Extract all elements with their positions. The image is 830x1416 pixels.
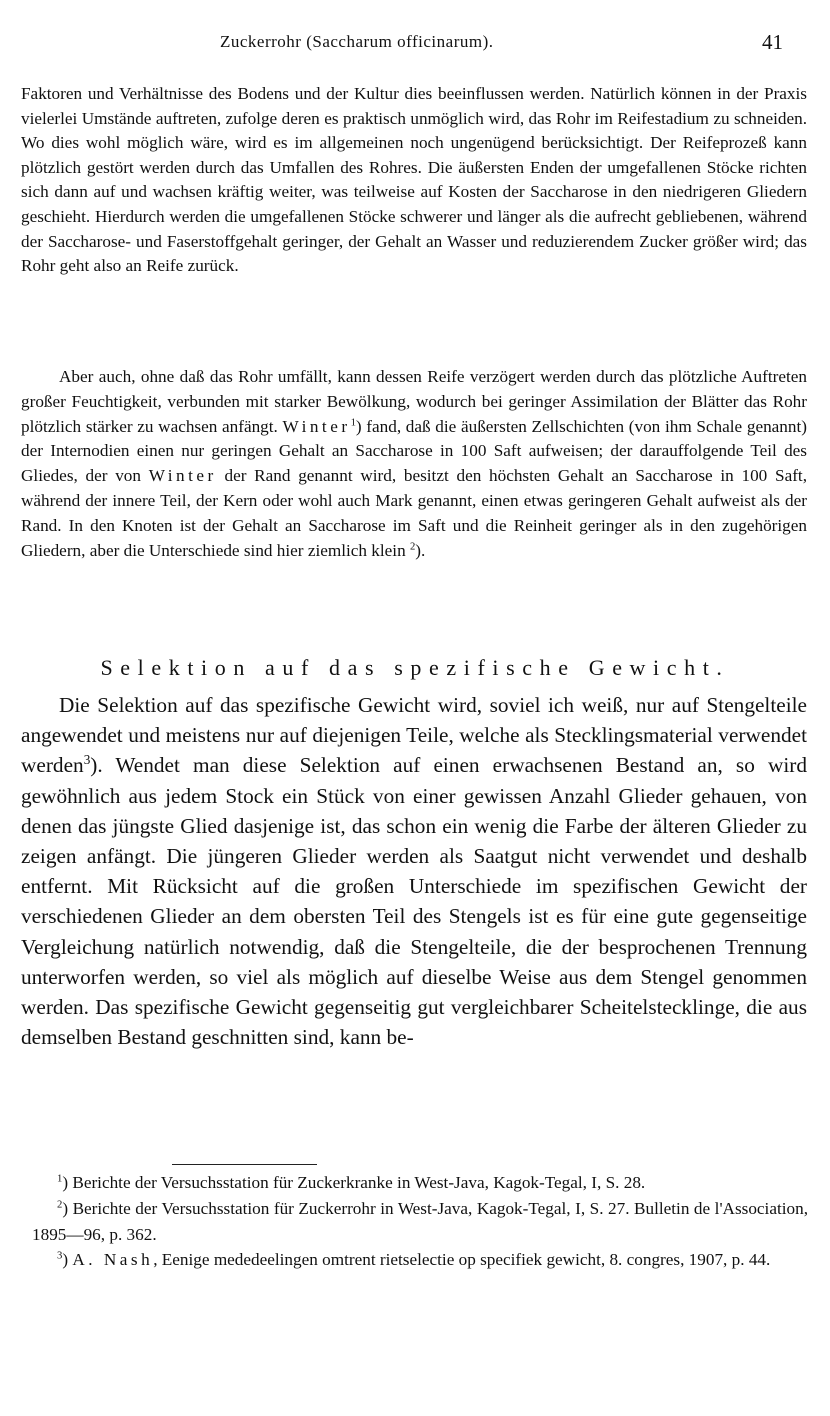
footnote-marker: 3 [57,1250,63,1262]
paragraph-1-text: Faktoren und Verhältnisse des Bodens und der Kultur dies beeinflussen werden. Natürlich können in der Praxis vielerlei Umstände auftreten, zufolge deren es praktisch unmöglich wird, das Rohr im Reifestadium zu schneiden. Wo dies wohl möglich wäre, wird es im allgemeinen noch ungenügend berücksichtigt. Der Reifeprozeß kann plötzlich gestört werden durch das Umfallen des Rohres. Die äußersten Enden der umgefallenen Stöcke richten sich dann auf und wachsen kräftig weiter, was teilweise auf Kosten der Saccharose in den niedrigeren Gliedern geschieht. Hierdurch werden die umgefallenen Stöcke schwerer und länger als die aufrecht gebliebenen, während der Saccharose- und Faserstoffgehalt geringer, der Gehalt an Wasser und reduzierendem Zucker größer wird; das Rohr geht also an Reife zurück. [21,84,807,276]
paragraph-3 [21,690,807,1052]
footnote-marker: 1 [57,1173,63,1185]
footnote-text: ) Berichte der Versuchsstation für Zuckerkranke in West-Java, Kagok-Tegal, I, S. 28. [62,1173,646,1192]
paragraph-2-part-4: ). [415,540,426,560]
footnote-text: ) [62,1250,73,1270]
paragraph-2-part-3: der Rand genannt wird, besitzt den höchsten Gehalt an Saccharose in 100 Saft, während der innere Teil, der Kern oder wohl auch Mark genannt, einen etwas geringeren Gehalt aufweist als der Rand. In den Knoten ist der Gehalt an Saccharose im Saft und die Reinheit geringer als in den zugehörigen Gliedern, aber die Unterschiede sind hier ziemlich klein [21,466,807,560]
footnote-text-rest: , Eenige mededeelingen omtrent rietselectie op specifiek gewicht, 8. congres, 1907, p. 44. [153,1250,771,1270]
author-name-winter-2: Winter [148,466,217,486]
footnote-author-nash: A. Nash [72,1250,154,1270]
paragraph-3-part-2: ). Wendet man diese Selektion auf einen erwachsenen Bestand an, so wird gewöhnlich aus jedem Stock ein Stück von einer gewissen Anzahl Glieder gehauen, von denen das jüngste Glied dasjenige ist, das schon ein wenig die Farbe der älteren Glieder zu zeigen anfängt. Die jüngeren Glieder werden als Saatgut nicht verwendet und deshalb entfernt. Mit Rücksicht auf die großen Unterschiede im spezifischen Gewicht der verschiedenen Glieder an dem obersten Teil des Stengels ist es für eine gute gegenseitige Vergleichung natürlich notwendig, daß die Stengelteile, die der besprochenen Trennung unterworfen werden, so viel als möglich auf dieselbe Weise aus dem Stengel genommen werden. Das spezifische Gewicht gegenseitig gut vergleichbarer Scheitelstecklinge, die aus demselben Bestand geschnitten sind, kann be- [21,753,807,1050]
footnotes [32,1170,808,1273]
footnote-ref-3: 3 [83,752,91,768]
section-heading: Selektion auf das spezifische Gewicht. [100,655,730,680]
running-title: Zuckerrohr (Saccharum officinarum). [220,32,494,51]
footnote-text: ) Berichte der Versuchsstation für Zuckerrohr in West-Java, Kagok-Tegal, I, S. 27. Bulletin de l'Association, 1895—96, p. 362. [32,1198,808,1244]
footnote-ref-2: 2 [409,540,416,552]
paragraph-2-part-1: Aber auch, ohne daß das Rohr umfällt, kann dessen Reife verzögert werden durch das plötzliche Auftreten großer Feuchtigkeit, verbunden mit starker Bewölkung, wodurch bei geringer Assimilation der Blätter das Rohr plötzlich stärker zu wachsen anfängt. [21,367,807,436]
paragraph-1 [21,82,807,279]
page-header [0,30,830,60]
footnote-2 [32,1196,808,1248]
paragraph-3-text [21,690,807,1052]
paragraph-2 [21,365,807,563]
page-number: 41 [762,30,783,54]
author-name-winter: Winter [282,416,351,436]
paragraph-3-part-1: Die Selektion auf das spezifische Gewicht wird, soviel ich weiß, nur auf Stengelteile angewendet und meistens nur auf diejenigen Teile, welche als Stecklingsmaterial verwendet werden [21,693,807,778]
footnote-3 [32,1247,808,1273]
footnote-1 [32,1170,808,1196]
footnote-ref-1: 1 [350,416,356,428]
paragraph-2-text [21,365,807,563]
paragraph-2-part-2: ) fand, daß die äußersten Zellschichten (von ihm Schale genannt) der Internodien einen nur geringen Gehalt an Saccharose in 100 Saft aufweisen; der darauffolgende Teil des Gliedes, der von [21,416,807,486]
footnote-divider [172,1164,317,1165]
footnote-marker: 2 [57,1199,63,1211]
